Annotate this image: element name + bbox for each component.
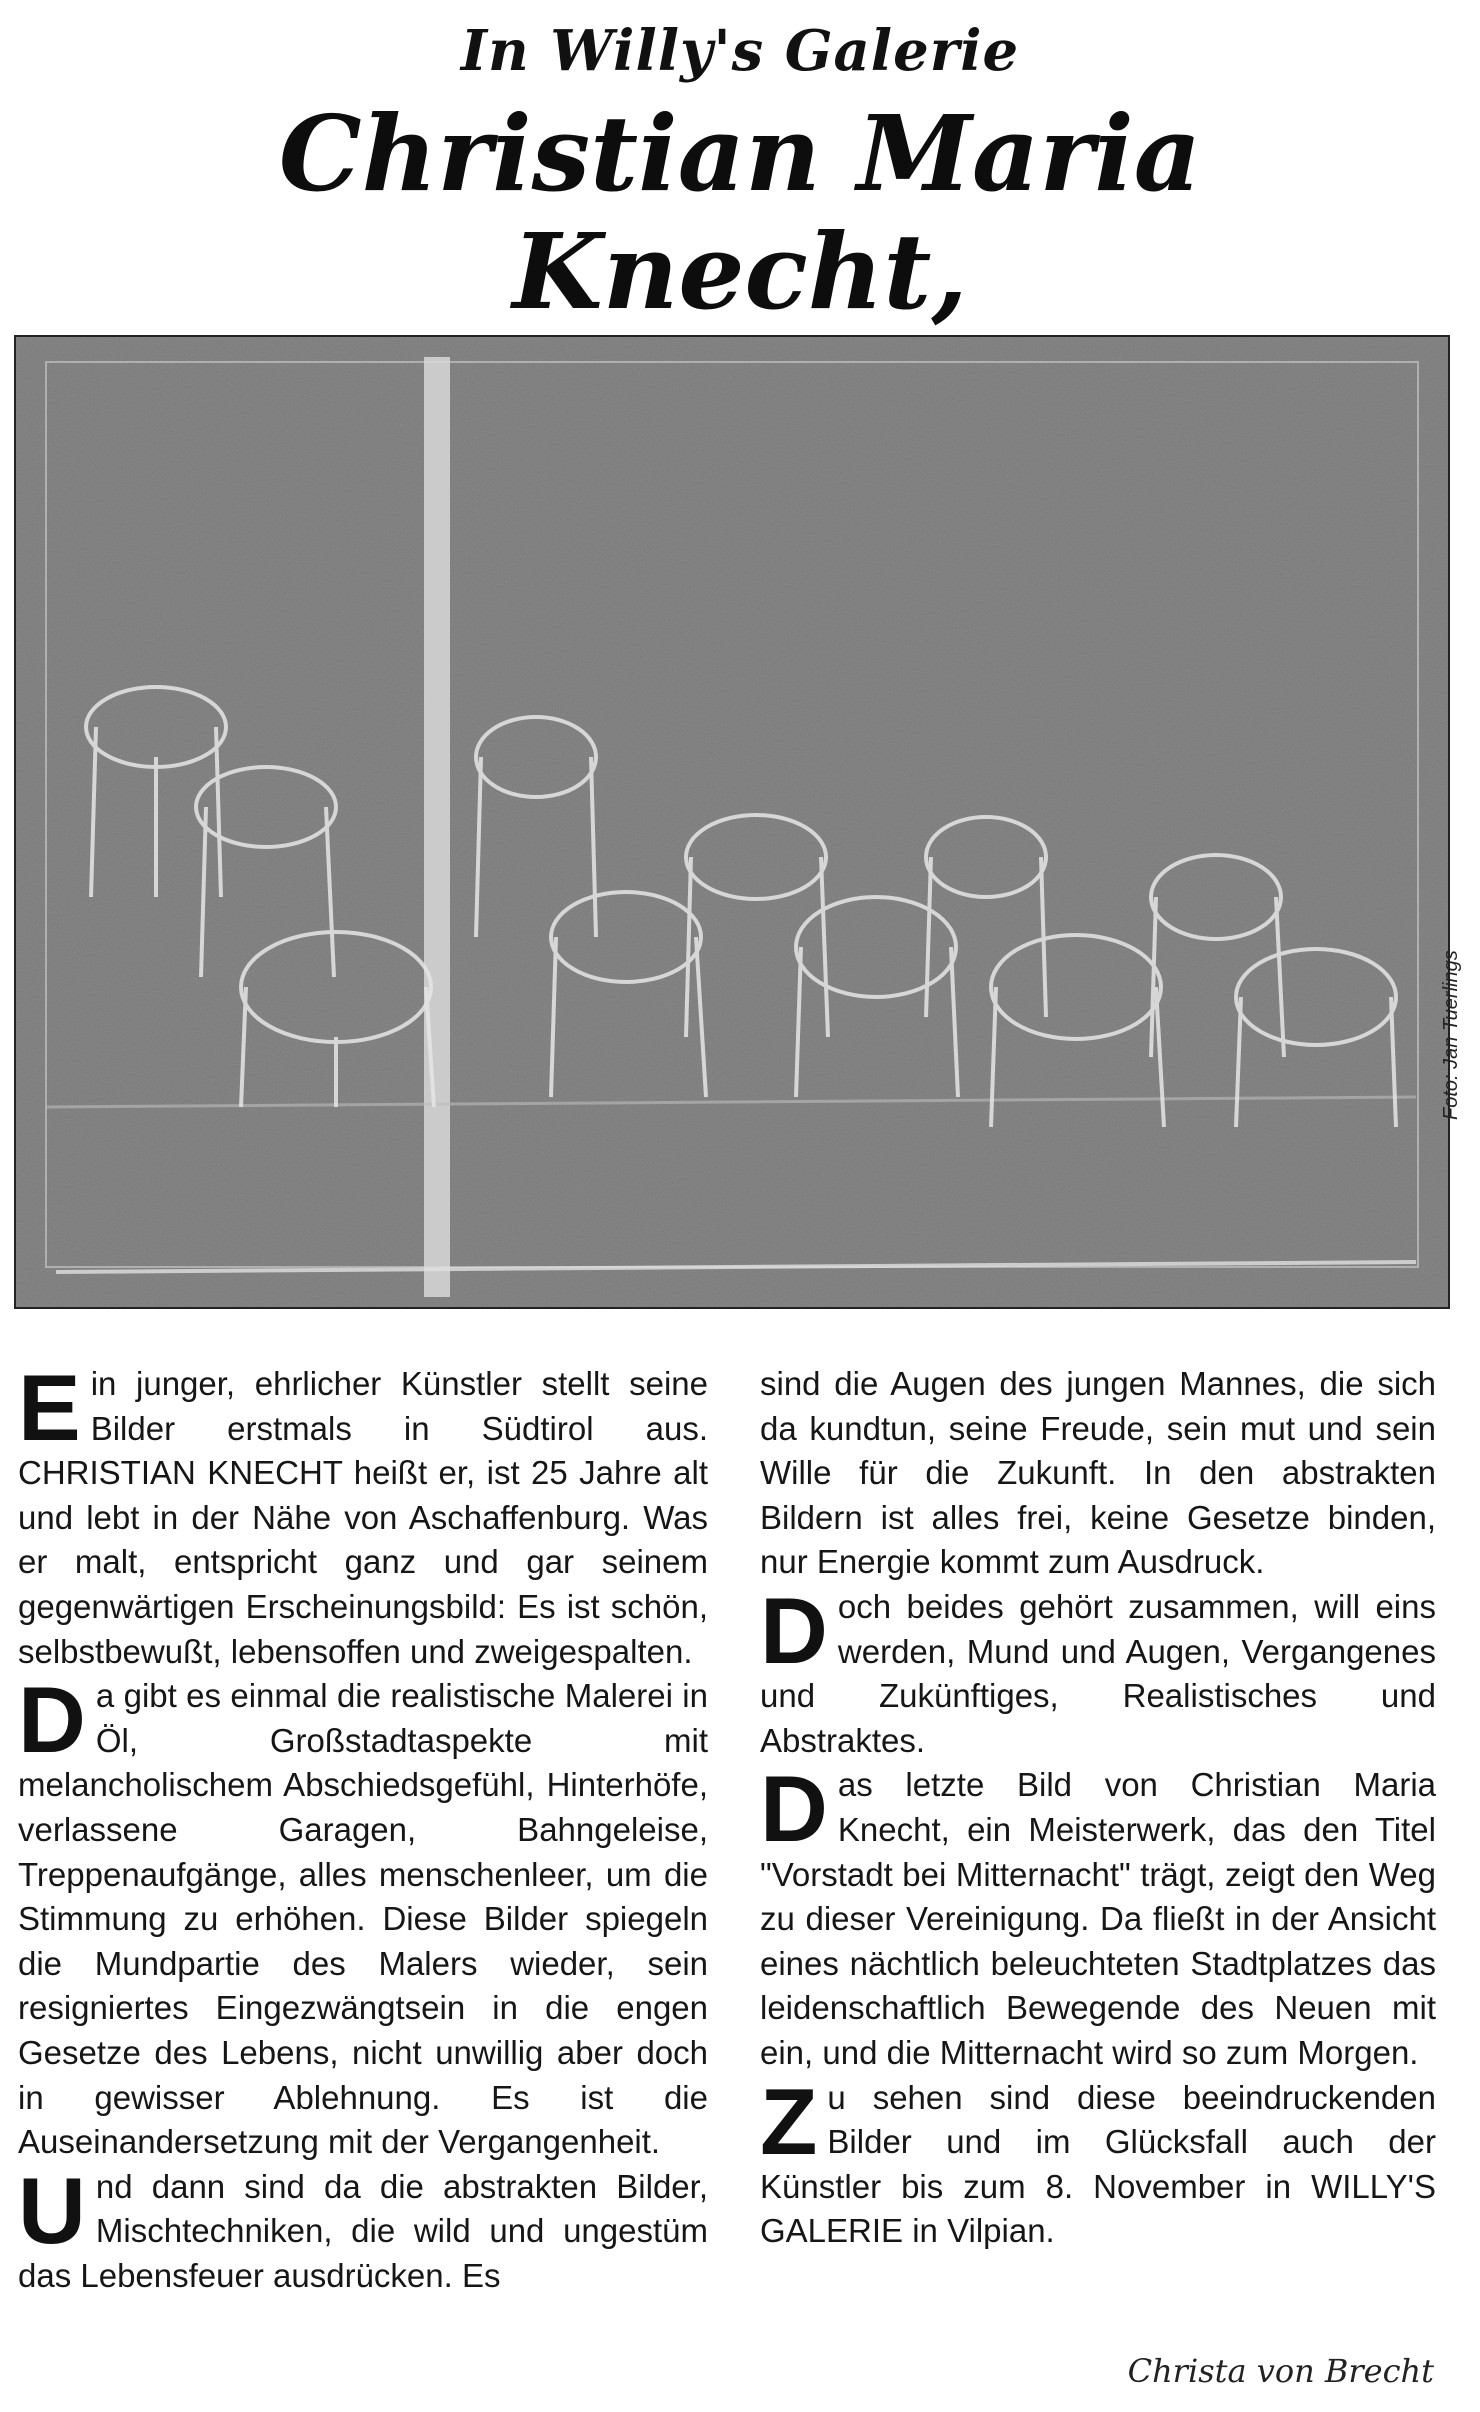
article-column-right (760, 1362, 1436, 2254)
paragraph-text: och beides gehört zusammen, will eins werden, Mund und Augen, Vergangenes und Zukünftiges, Realistisches und Abstraktes. (760, 1587, 1436, 1759)
headline-line-1: Christian Maria Knecht, (278, 92, 1202, 333)
paragraph-text: nd dann sind da die abstrakten Bilder, Mischtechniken, die wild und ungestüm das Lebensfeuer ausdrücken. Es (18, 2167, 708, 2294)
article-photo (14, 335, 1450, 1309)
dropcap: E (18, 1355, 81, 1460)
paragraph-text: as letzte Bild von Christian Maria Knecht, ein Meisterwerk, das den Titel "Vorstadt bei Mitternacht" trägt, zeigt den Weg zu dieser Vereinigung. Da fließt in der Ansicht eines nächtlich beleuchteten Stadtplatzes das leidenschaftlich Bewegende des Neuen mit ein, und die Mitternacht wird so zum Morgen. (760, 1766, 1436, 2071)
paragraph-text: sind die Augen des jungen Mannes, die sich da kundtun, seine Freude, sein mut und sein Wille für die Zukunft. In den abstrakten Bildern ist alles frei, keine Gesetze binden, nur Energie kommt zum Ausdruck. (760, 1365, 1436, 1581)
paragraph-4 (760, 1577, 1436, 1763)
dropcap: D (760, 1577, 828, 1683)
paragraph-2 (18, 1667, 708, 2165)
paragraph-5 (760, 1756, 1436, 2075)
paragraph-1 (18, 1355, 708, 1674)
paragraph-text: u sehen sind diese beeindruckenden Bilder und im Glücksfall auch der Künstler bis zum 8. November in WILLY'S GALERIE in Vilpian. (760, 2078, 1436, 2250)
article-column-left (18, 1355, 708, 2298)
painting-of-chairs (16, 337, 1448, 1307)
author-signature: Christa von Brecht (1127, 2352, 1434, 2390)
paragraph-text: a gibt es einmal die realistische Malerei in Öl, Großstadtaspekte mit melancholischem Abschiedsgefühl, Hinterhöfe, verlassene Garagen, Bahngeleise, Treppenaufgänge, alles menschenleer, um die Stimmung zu erhöhen. Diese Bilder spiegeln die Mundpartie des Malers wieder, sein resigniertes Eingezwängtsein in die engen Gesetze des Lebens, nicht unwillig aber doch in gewisser Ablehnung. Es ist die Auseinandersetzung mit der Vergangenheit. (18, 1677, 708, 2161)
paragraph-6 (760, 2068, 1436, 2254)
dropcap: Z (760, 2068, 818, 2174)
vertical-bar (424, 357, 450, 1297)
dropcap: D (18, 1667, 86, 1773)
dropcap: D (760, 1756, 828, 1862)
paragraph-text: in junger, ehrlicher Künstler stellt seine Bilder erstmals in Südtirol aus. CHRISTIAN KNECHT heißt er, ist 25 Jahre alt und lebt in der Nähe von Aschaffenburg. Was er malt, entspricht ganz und gar seinem gegenwärtigen Erscheinungsbild: Es ist schön, selbstbewußt, lebensoffen und zweigespalten. (18, 1365, 708, 1670)
paragraph-3-continued (760, 1362, 1436, 1585)
paragraph-3 (18, 2157, 708, 2299)
kicker: In Willy's Galerie (460, 18, 1020, 84)
dropcap: U (18, 2157, 86, 2263)
photo-credit: Foto: Jan Tuerlings (1440, 950, 1462, 1120)
